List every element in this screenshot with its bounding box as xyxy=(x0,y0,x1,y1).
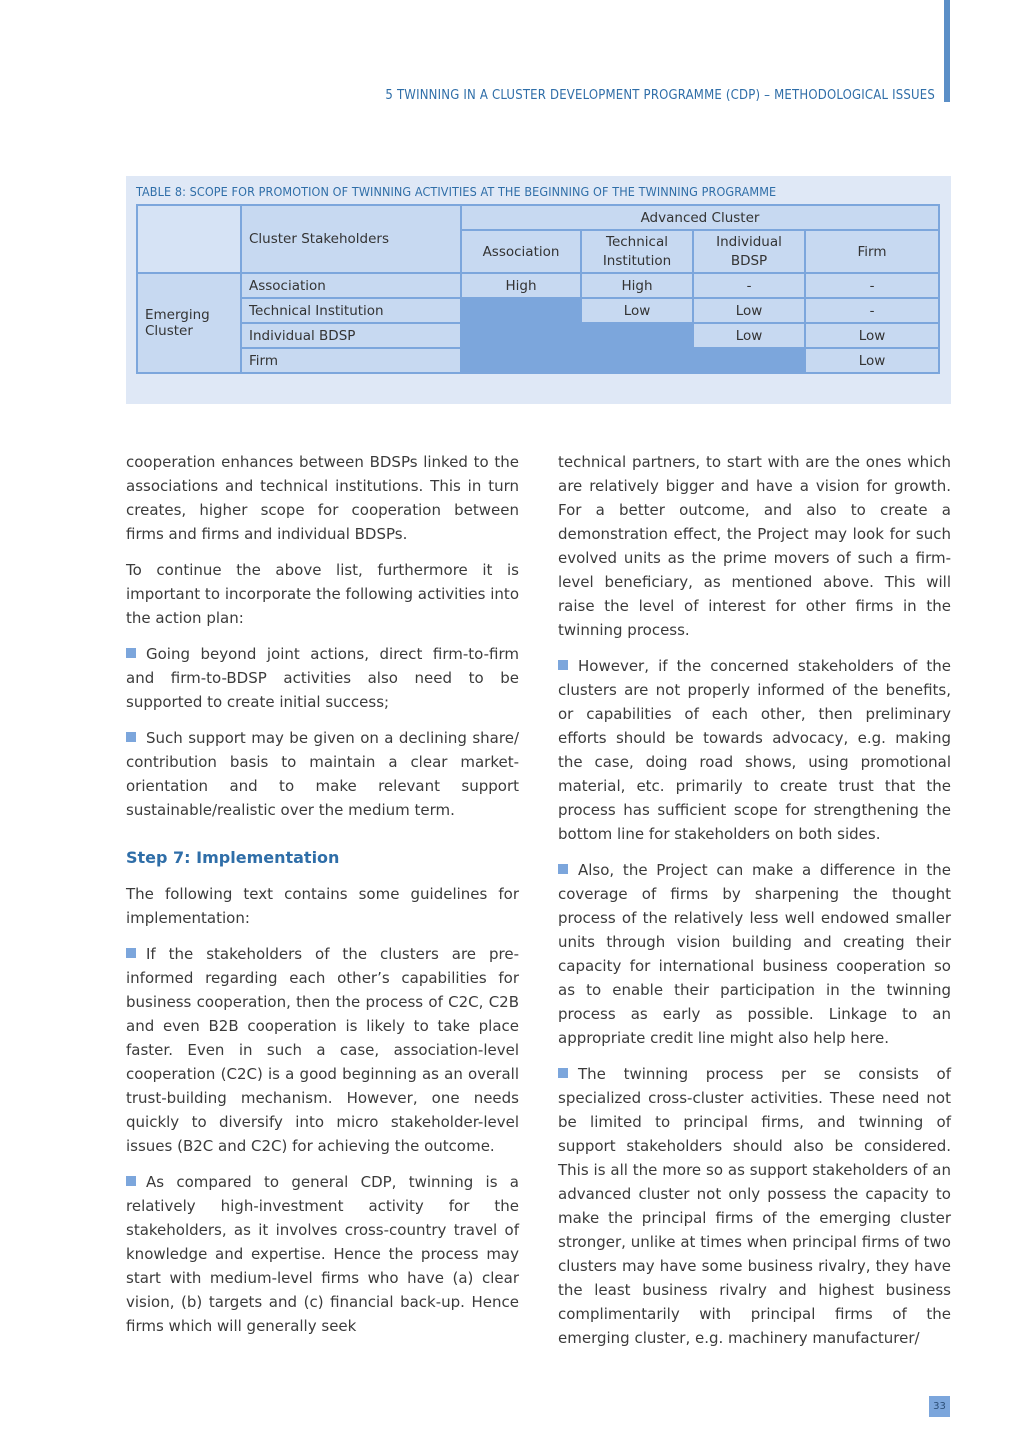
bullet-item xyxy=(126,642,519,714)
bullet-item xyxy=(558,858,951,1050)
table-caption: TABLE 8: SCOPE FOR PROMOTION OF TWINNING ACTIVITIES AT THE BEGINNING OF THE TWINNING PROGRAMME xyxy=(136,184,777,199)
bullet-text: If the stakeholders of the clusters are pre-informed regarding each other’s capabilities for business cooperation, then the process of C2C, C2B and even B2B cooperation is likely to take place faster. Even in such a case, association-level cooperation (C2C) is a good beginning as an overall trust-building mechanism. However, one needs quickly to diversify into micro stakeholder-level issues (B2C and C2C) for achieving the outcome. xyxy=(126,945,519,1155)
advanced-cluster-header: Advanced Cluster xyxy=(461,205,939,230)
column-header-association: Association xyxy=(461,230,581,273)
square-bullet-icon xyxy=(558,660,568,670)
square-bullet-icon xyxy=(126,648,136,658)
column-header-technical-institution: Technical Institution xyxy=(581,230,693,273)
bullet-item xyxy=(126,726,519,822)
row-label: Association xyxy=(241,273,461,298)
paragraph: The following text contains some guidelines for implementation: xyxy=(126,885,519,927)
section-heading: Step 7: Implementation xyxy=(126,848,340,867)
table-corner-cell xyxy=(137,205,241,273)
scope-table xyxy=(136,204,940,374)
table-cell: Low xyxy=(581,298,693,323)
bullet-item xyxy=(558,1062,951,1350)
table-header-row xyxy=(137,205,939,230)
row-label: Individual BDSP xyxy=(241,323,461,348)
bullet-item xyxy=(126,1170,519,1338)
bullet-item xyxy=(126,942,519,1158)
table-cell-blocked xyxy=(461,298,581,323)
bullet-item xyxy=(558,654,951,846)
bullet-text: Such support may be given on a declining share/ contribution basis to maintain a clear market-orientation and to make relevant support sustainable/realistic over the medium term. xyxy=(126,729,519,819)
square-bullet-icon xyxy=(126,1176,136,1186)
table-cell: - xyxy=(805,298,939,323)
bullet-text: Also, the Project can make a difference in the coverage of firms by sharpening the thought process of the relatively less well endowed smaller units through vision building and creating their capacity for international business cooperation so as to enable their participation in the twinning process as early as possible. Linkage to an appropriate credit line might also help here. xyxy=(558,861,951,1047)
bullet-text: As compared to general CDP, twinning is a relatively high-investment activity for the stakeholders, as it involves cross-country travel of knowledge and expertise. Hence the process may start with medium-level firms who have (a) clear vision, (b) targets and (c) financial back-up. Hence firms which will generally seek xyxy=(126,1173,519,1335)
header-accent-bar xyxy=(944,0,950,102)
table-row xyxy=(137,348,939,373)
table-cell: - xyxy=(805,273,939,298)
column-header-firm: Firm xyxy=(805,230,939,273)
page-number: 33 xyxy=(929,1396,950,1417)
column-header-individual-bdsp: Individual BDSP xyxy=(693,230,805,273)
table-cell: Low xyxy=(693,298,805,323)
table-cell-blocked xyxy=(461,348,805,373)
table-cell: High xyxy=(581,273,693,298)
left-column xyxy=(126,450,519,1350)
paragraph: technical partners, to start with are the ones which are relatively bigger and have a vision for growth. For a better outcome, and also to create a demonstration effect, the Project may look for such evolved units as the prime movers of such a firm-level beneficiary, as mentioned above. This will raise the level of interest for other firms in the twinning process. xyxy=(558,453,951,639)
row-label: Technical Institution xyxy=(241,298,461,323)
row-label: Firm xyxy=(241,348,461,373)
square-bullet-icon xyxy=(126,732,136,742)
table-row xyxy=(137,323,939,348)
table-cell: Low xyxy=(805,348,939,373)
square-bullet-icon xyxy=(558,1068,568,1078)
paragraph: cooperation enhances between BDSPs linked to the associations and technical institutions. This in turn creates, higher scope for cooperation between firms and firms and individual BDSPs. xyxy=(126,453,519,543)
right-column xyxy=(558,450,951,1362)
table-cell: High xyxy=(461,273,581,298)
square-bullet-icon xyxy=(558,864,568,874)
table-cell: Low xyxy=(693,323,805,348)
paragraph: To continue the above list, furthermore it is important to incorporate the following activities into the action plan: xyxy=(126,561,519,627)
bullet-text: However, if the concerned stakeholders of the clusters are not properly informed of the benefits, or capabilities of each other, then preliminary efforts should be towards advocacy, e.g. making the case, doing road shows, using promotional material, etc. primarily to create trust that the process has sufficient scope for strengthening the bottom line for stakeholders on both sides. xyxy=(558,657,951,843)
table-cell-blocked xyxy=(461,323,693,348)
square-bullet-icon xyxy=(126,948,136,958)
table-row xyxy=(137,273,939,298)
table-cell: Low xyxy=(805,323,939,348)
table-container xyxy=(126,176,951,404)
stakeholders-header-cell: Cluster Stakeholders xyxy=(241,205,461,273)
table-row xyxy=(137,298,939,323)
bullet-text: Going beyond joint actions, direct firm-to-firm and firm-to-BDSP activities also need to be supported to create initial success; xyxy=(126,645,519,711)
emerging-cluster-label: Emerging Cluster xyxy=(137,273,241,373)
running-header: 5 TWINNING IN A CLUSTER DEVELOPMENT PROGRAMME (CDP) – METHODOLOGICAL ISSUES xyxy=(385,88,935,103)
bullet-text: The twinning process per se consists of specialized cross-cluster activities. These need not be limited to principal firms, and twinning of support stakeholders should also be considered. This is all the more so as support stakeholders of an advanced cluster not only possess the capacity to make the principal firms of the emerging cluster stronger, unlike at times when principal firms of two clusters may have some business rivalry, they have the least business rivalry and highest business complimentarily with principal firms of the emerging cluster, e.g. machinery manufacturer/ xyxy=(558,1065,951,1347)
table-cell: - xyxy=(693,273,805,298)
